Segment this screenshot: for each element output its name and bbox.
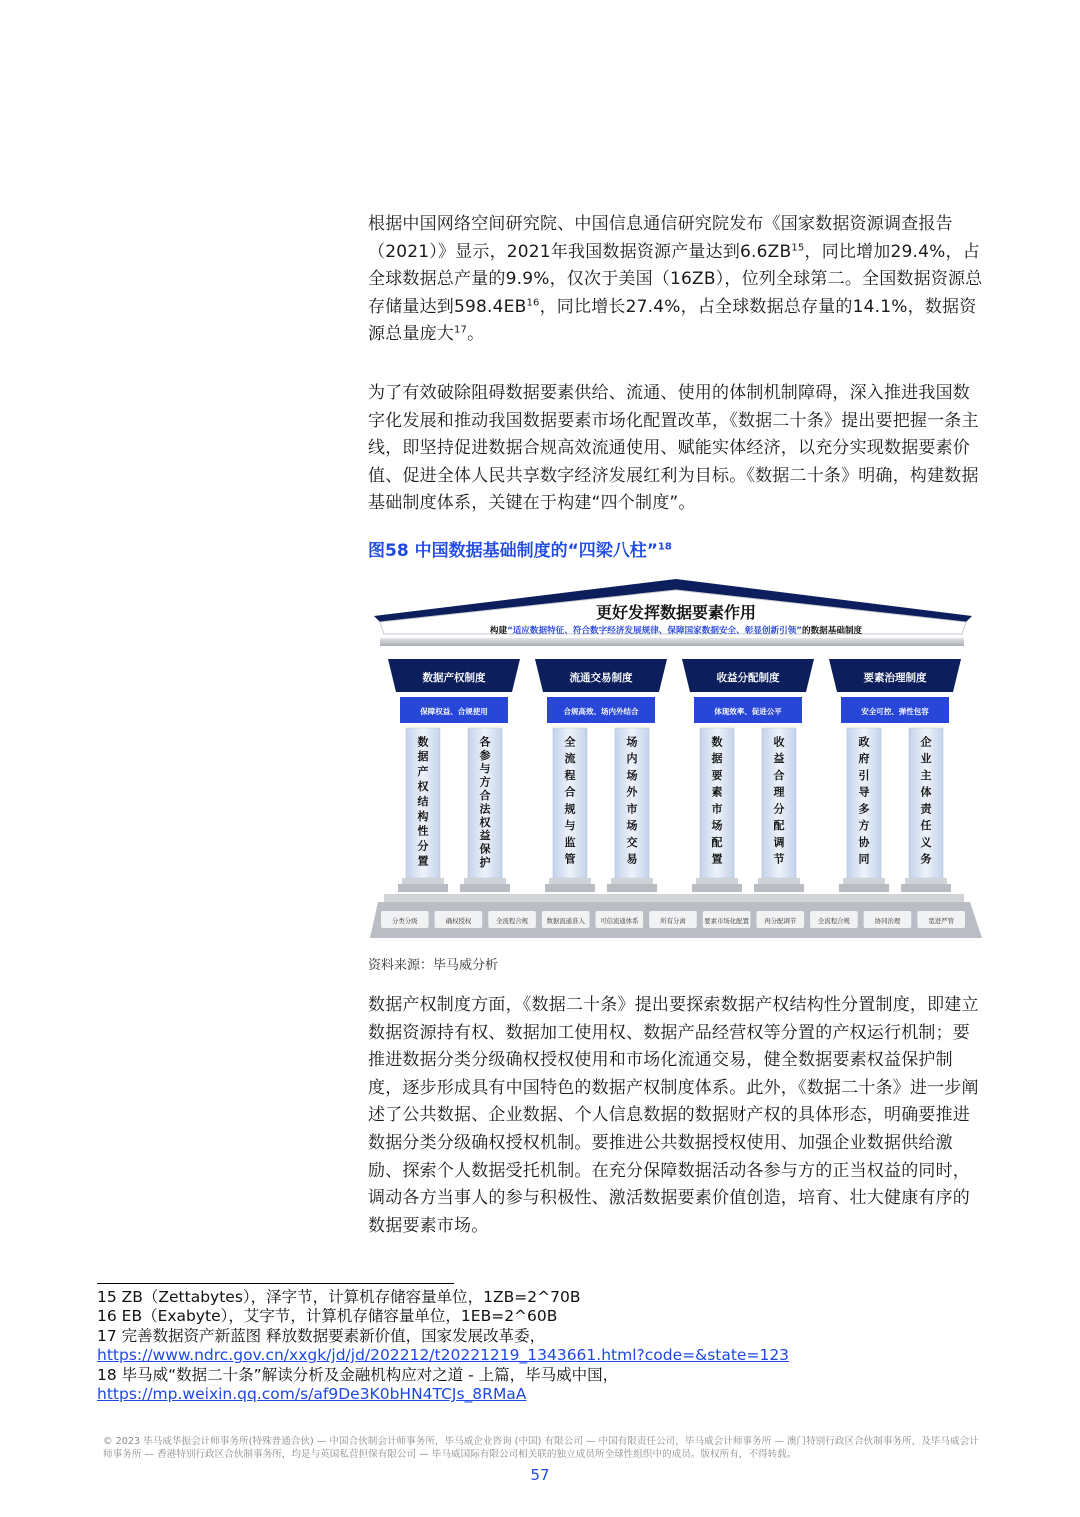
column-base-bottom <box>901 884 951 892</box>
footnote-17-link[interactable]: https://www.ndrc.gov.cn/xxgk/jd/jd/202212/t20221219_1343661.html?code=&state=123 <box>97 1346 790 1365</box>
column-base-bottom <box>460 884 510 892</box>
column-base-top <box>758 878 800 884</box>
column-base-bottom <box>692 884 742 892</box>
figure-title-text: 图58 中国数据基础制度的“四梁八柱” <box>368 541 658 561</box>
paragraph-property-rights: 数据产权制度方面，《数据二十条》提出要探索数据产权结构性分置制度，即建立数据资源持有权、数据加工使用权、数据产品经营权等分置的产权运行机制；要推进数据分类分级确权授权使用和市场化流通交易，健全数据要素权益保护制度，逐步形成具有中国特色的数据产权制度体系。此外，《数据二十条》进一步阐述了公共数据、企业数据、个人信息数据的数据财产权的具体形态，明确要推进数据分类分级确权授权机制。要推进公共数据授权使用、加强企业数据供给激励、探索个人数据受托机制。在充分保障数据活动各参与方的正当权益的同时，调动各方当事人的参与积极性、激活数据要素价值创造，培育、壮大健康有序的数据要素市场。 <box>368 995 979 1236</box>
four-beams-eight-pillars-diagram <box>370 576 982 942</box>
pillar-band-label: 合规高效、场内外结合 <box>563 707 639 716</box>
pillars <box>388 659 961 892</box>
column-base-bottom <box>839 884 889 892</box>
foundation-label: 协同治理 <box>874 917 901 925</box>
pillar-4 <box>829 659 961 892</box>
p1-text-b: ，同比增加29.4%，占全球数据总产量的9.9%，仅次于美国（16ZB），位列全球第二。全国数据资源总存储量达到598.4EB <box>368 241 983 317</box>
foundation-label: 分类分级 <box>392 917 418 925</box>
footnote-18: 18 毕马威“数据二十条”解读分析及金融机构应对之道 - 上篇，毕马威中国， <box>97 1365 619 1384</box>
roof-beam <box>380 638 964 646</box>
column-base-top <box>464 878 506 884</box>
foundation-label: 全流程合规 <box>496 917 529 925</box>
column-base-top <box>696 878 738 884</box>
column-label: 数据产权结构性分置 <box>417 735 429 868</box>
roof <box>374 579 972 646</box>
page-number: 57 <box>530 1466 550 1484</box>
foundation-labels <box>381 911 965 928</box>
p1-text-a: 根据中国网络空间研究院、中国信息通信研究院发布《国家数据资源调查报告（2021）》显示，2021年我国数据资源产量达到6.6ZB <box>368 214 953 262</box>
pillar-band-label: 保障权益、合规使用 <box>420 707 488 716</box>
paragraph-data-twenty-articles: 为了有效破除阻碍数据要素供给、流通、使用的体制机制障碍，深入推进我国数字化发展和推动我国数据要素市场化配置改革，《数据二十条》提出要把握一条主线，即坚持促进数据合规高效流通使用、赋能实体经济，以充分实现数据要素价值、促进全体人民共享数字经济发展红利为目标。《数据二十条》明确，构建数据基础制度体系，关键在于构建“四个制度”。 <box>368 383 979 514</box>
column-base-top <box>611 878 653 884</box>
column-label: 数据要素市场配置 <box>711 735 723 866</box>
foundation-label: 宽进严管 <box>928 917 954 925</box>
foundation <box>370 894 982 938</box>
column-base-bottom <box>607 884 657 892</box>
foundation-label: 确权授权 <box>445 917 472 925</box>
pillar-band-label: 体现效率、促进公平 <box>714 707 782 716</box>
foundation-step <box>384 894 964 902</box>
footnote-divider <box>97 1283 454 1284</box>
pillar-1 <box>388 659 520 892</box>
foundation-label: 数据流通准入 <box>546 917 585 925</box>
foundation-label: 再分配调节 <box>764 917 797 925</box>
column-label: 场内场外市场交易 <box>626 735 638 866</box>
roof-subtitle <box>489 624 863 636</box>
column-label: 政府引导多方协同 <box>858 735 870 866</box>
foundation-label: 可信流通体系 <box>600 917 639 925</box>
legal-notice: © 2023 毕马威华振会计师事务所(特殊普通合伙) — 中国合伙制会计师事务所，毕马威企业咨询 (中国) 有限公司 — 中国有限责任公司，毕马威会计师事务所 — 澳门特别行政区合伙制事务所，及毕马威会计师事务所 — 香港特别行政区合伙制事务所，均是与英国私营担保有限公司 — 毕马威国际有限公司相关联的独立成员所全球性组织中的成员。版权所有，不得转载。 <box>103 1436 979 1460</box>
column-label: 全流程合规与监管 <box>564 735 576 866</box>
column-base-bottom <box>398 884 448 892</box>
column-label: 收益合理分配调节 <box>773 735 785 866</box>
footnote-15: 15 ZB（Zettabytes），泽字节，计算机存储容量单位，1ZB=2^70B <box>97 1288 581 1306</box>
column-base-bottom <box>754 884 804 892</box>
foundation-label: 全流程合规 <box>817 917 850 925</box>
footnotes <box>97 1288 789 1404</box>
pillar-name: 流通交易制度 <box>569 672 633 684</box>
column-label: 各参与方合法权益保护 <box>479 735 491 869</box>
pillar-3 <box>682 659 814 892</box>
figure-title <box>368 536 672 561</box>
p1-text-c: ，同比增长27.4%，占全球数据总存量的14.1%，数据资源总量庞大 <box>368 296 977 345</box>
paragraph-data-resources <box>368 211 986 349</box>
footnote-ref-18[interactable]: 18 <box>657 541 672 553</box>
pillar-name: 收益分配制度 <box>716 672 780 684</box>
pillar-2 <box>535 659 667 892</box>
footnote-ref-17[interactable]: 17 <box>454 324 468 336</box>
roof-subtitle-quote: “适应数据特征、符合数字经济发展规律、保障国家数据安全、彰显创新引领” <box>507 626 802 636</box>
figure-source: 资料来源：毕马威分析 <box>368 958 499 973</box>
pillar-band-label: 安全可控、弹性包容 <box>861 707 929 716</box>
roof-subtitle-pre: 构建 <box>489 626 508 636</box>
column-base-top <box>402 878 444 884</box>
roof-subtitle-post: 的数据基础制度 <box>801 626 863 636</box>
column-base-top <box>843 878 885 884</box>
footnote-ref-16[interactable]: 16 <box>526 297 540 309</box>
foundation-label: 要素市场化配置 <box>704 917 749 925</box>
footnote-ref-15[interactable]: 15 <box>791 241 805 253</box>
footnote-17: 17 完善数据资产新蓝图 释放数据要素新价值，国家发展改革委， <box>97 1326 546 1345</box>
column-base-bottom <box>545 884 595 892</box>
footnote-18-link[interactable]: https://mp.weixin.qq.com/s/af9De3K0bHN4TCJs_8RMaA <box>97 1385 527 1404</box>
pillar-name: 要素治理制度 <box>863 672 927 684</box>
pillar-name: 数据产权制度 <box>422 672 486 684</box>
p1-text-d: 。 <box>467 324 485 345</box>
column-label: 企业主体责任义务 <box>920 735 932 866</box>
roof-title: 更好发挥数据要素作用 <box>595 603 757 622</box>
column-base-top <box>549 878 591 884</box>
foundation-label: 所有分离 <box>660 917 686 925</box>
column-base-top <box>905 878 947 884</box>
footnote-16: 16 EB（Exabyte），艾字节，计算机存储容量单位，1EB=2^60B <box>97 1307 558 1326</box>
